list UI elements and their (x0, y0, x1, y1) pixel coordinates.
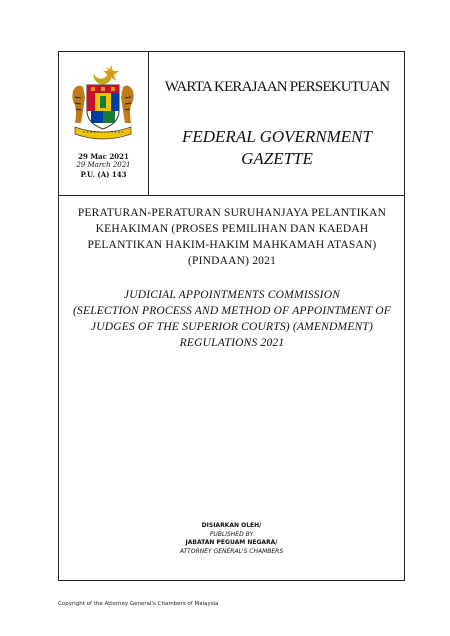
gazette-header (59, 52, 404, 196)
title-english-line: JUDGES OF THE SUPERIOR COURTS) (AMENDMENT) (90, 321, 374, 333)
published-by-malay: DISIARKAN OLEH/ (201, 522, 262, 529)
title-malay-line: (PINDAAN) 2021 (187, 255, 277, 267)
gazette-dates (59, 152, 148, 179)
publisher-block (59, 522, 404, 556)
gazette-title-malay: WARTA KERAJAAN PERSEKUTUAN (164, 79, 390, 95)
date-english: 29 March 2021 (76, 161, 131, 169)
title-malay-line: PERATURAN-PERATURAN SURUHANJAYA PELANTIKAN (77, 207, 387, 219)
crest-column (59, 52, 149, 195)
title-english-line: (SELECTION PROCESS AND METHOD OF APPOINTMENT OF (73, 305, 391, 317)
pu-reference: P.U. (A) 143 (80, 170, 127, 179)
publisher-name-malay: JABATAN PEGUAM NEGARA/ (185, 539, 278, 546)
gazette-title-english (155, 126, 399, 170)
malaysia-coat-of-arms-icon (69, 63, 137, 143)
title-malay-line: PELANTIKAN HAKIM-HAKIM MAHKAMAH ATASAN) (87, 239, 377, 251)
title-english-line: JUDICIAL APPOINTMENTS COMMISSION (123, 289, 341, 301)
regulation-title-english (63, 287, 401, 351)
regulation-title-malay (63, 205, 401, 269)
gazette-title-english-line2: GAZETTE (241, 149, 313, 168)
published-by-english: PUBLISHED BY (209, 530, 254, 538)
gazette-cover (58, 51, 405, 581)
title-english-line: REGULATIONS 2021 (179, 337, 285, 349)
gazette-title-english-line1: FEDERAL GOVERNMENT (182, 127, 372, 146)
date-malay: 29 Mac 2021 (78, 152, 129, 161)
title-malay-line: KEHAKIMAN (PROSES PEMILIHAN DAN KAEDAH (95, 223, 369, 235)
copyright-notice: Copyright of the Attorney General's Chambers of Malaysia (58, 601, 219, 607)
publisher-name-english: ATTORNEY GENERAL'S CHAMBERS (179, 547, 284, 555)
